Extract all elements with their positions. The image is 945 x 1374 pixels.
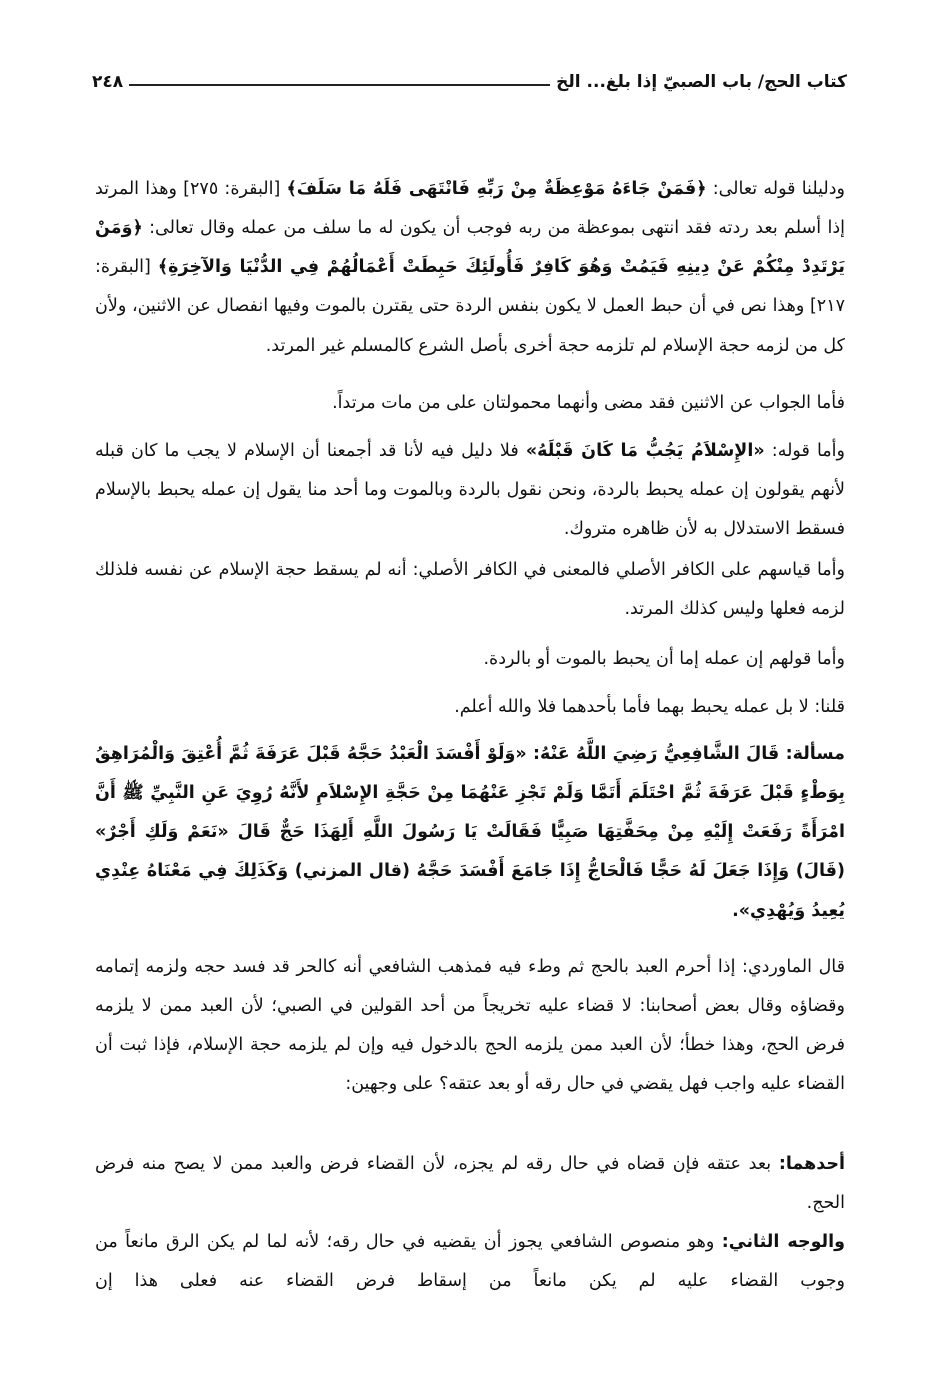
quran-quote: ﴿وَمَنْ يَرْتَدِدْ مِنْكُمْ عَنْ دِينِهِ فَيَمُتْ وَهُوَ كَافِرٌ فَأُولَئِكَ حَبِطَتْ أَعْمَالُهُمْ فِي الدُّنْيَا وَالآخِرَةِ﴾ [95,217,845,278]
text-run: بعد عتقه فإن قضاه في حال رقه لم يجزه، لأن القضاء فرض والعبد ممن لا يصح منه فرض الحج. [95,1153,845,1213]
paragraph-hadith [95,432,845,550]
text-run: [البقرة: ٢٧٥] وهذا المرتد إذا أسلم بعد ردته فقد انتهى بموعظة من ربه فوجب أن يكون له ما سلف من عمله وقال تعالى: [95,178,845,238]
text-run: ودليلنا قوله تعالى: [706,178,845,199]
text-run: فلا دليل فيه لأنا قد أجمعنا أن الإسلام لا يجب ما كان قبله لأنهم يقولون إن عمله يحبط بالردة، ونحن نقول بالردة وبالموت وما أحد منا يقول إن عمله يحبط بالإسلام فسقط الاستدلال به لأن ظاهره متروك. [95,440,845,540]
lead-label: أحدهما: [778,1153,845,1174]
paragraph-masala [95,735,845,931]
running-title: كتاب الحج/ باب الصبيّ إذا بلغ... الخ [556,72,847,92]
paragraph-first-view [95,1145,845,1224]
quran-quote: ﴿فَمَنْ جَاءَهُ مَوْعِظَةٌ مِنْ رَبِّهِ فَانْتَهَى فَلَهُ مَا سَلَفَ﴾ [286,178,707,199]
lead-label: والوجه الثاني: [721,1231,845,1252]
paragraph: فأما الجواب عن الاثنين فقد مضى وأنهما محمولتان على من مات مرتداً. [332,392,845,413]
paragraph-second-view [95,1223,845,1302]
paragraph-evidence [95,170,845,366]
text-run: [البقرة: ٢١٧] وهذا نص في أن حبط العمل لا يكون بنفس الردة حتى يقترن بالموت وفيها انفصال عن الاثنين، ولأن كل من لزمه حجة الإسلام لم تلزمه حجة أخرى بأصل الشرع كالمسلم غير المرتد. [95,257,845,356]
running-header [92,62,847,92]
paragraph-mawardi: قال الماوردي: إذا أحرم العبد بالحج ثم وطء فيه فمذهب الشافعي أنه كالحر قد فسد حجه ولزمه إتمامه وقضاؤه وقال بعض أصحابنا: لا قضاء عليه تخريجاً من أحد القولين في الصبي؛ لأن العبد ممن لا يلزمه فرض الحج، وهذا خطأ؛ لأن العبد ممن يلزمه الحج بالدخول فيه وإن لم يلزمه حجة الإسلام، فإذا ثبت أن القضاء عليه واجب فهل يقضي في حال رقه أو بعد عتقه؟ على وجهين: [95,956,845,1095]
masala-heading: مسألة: قَالَ الشَّافِعِيُّ [663,743,845,764]
text-run: وهو منصوص الشافعي يجوز أن يقضيه في حال رقه؛ لأنه لما لم يكن الرق مانعاً من وجوب القضاء عليه لم يكن مانعاً من إسقاط فرض القضاء عنه فعلى هذا إن [95,1231,845,1291]
text-run: وأما قوله: [764,440,845,461]
shafii-text: رَضِيَ اللَّهُ عَنْهُ: «وَلَوْ أَفْسَدَ الْعَبْدُ حَجَّهُ قَبْلَ عَرَفَةَ ثُمَّ أُعْتِقَ وَالْمُرَاهِقُ بِوَطْءٍ قَبْلَ عَرَفَةَ ثُمَّ احْتَلَمَ أَتَمَّا وَلَمْ تَجْزِ عَنْهُمَا مِنْ حَجَّةِ الإِسْلاَمِ لأَنَّهُ رُوِيَ عَنِ النَّبِيِّ ﷺ أَنَّ امْرَأَةً رَفَعَتْ إِلَيْهِ مِنْ مِحَفَّتِهَا صَبِيًّا فَقَالَتْ يَا رَسُولَ اللَّهِ أَلِهَذَا حَجٌّ قَالَ «نَعَمْ وَلَكِ أَجْرٌ» (قَالَ) وَإِذَا جَعَلَ لَهُ حَجًّا فَالْحَاجُّ إِذَا جَامَعَ أَفْسَدَ حَجَّهُ (قال المزني) وَكَذَلِكَ فِي مَعْنَاهُ عِنْدِي يُعِيدُ وَيُهْدِي». [95,743,845,921]
paragraph: قلنا: لا بل عمله يحبط بهما فأما بأحدهما فلا والله أعلم. [454,696,845,717]
paragraph: وأما قياسهم على الكافر الأصلي فالمعنى في الكافر الأصلي: أنه لم يسقط حجة الإسلام عن نفسه فلذلك لزمه فعلها وليس كذلك المرتد. [95,559,845,619]
hadith-quote: «الإِسْلاَمُ يَجُبُّ مَا كَانَ قَبْلَهُ» [525,440,765,461]
page-number: ٢٤٨ [92,72,124,92]
paragraph: وأما قولهم إن عمله إما أن يحبط بالموت أو بالردة. [483,648,845,669]
header-rule [129,84,550,86]
